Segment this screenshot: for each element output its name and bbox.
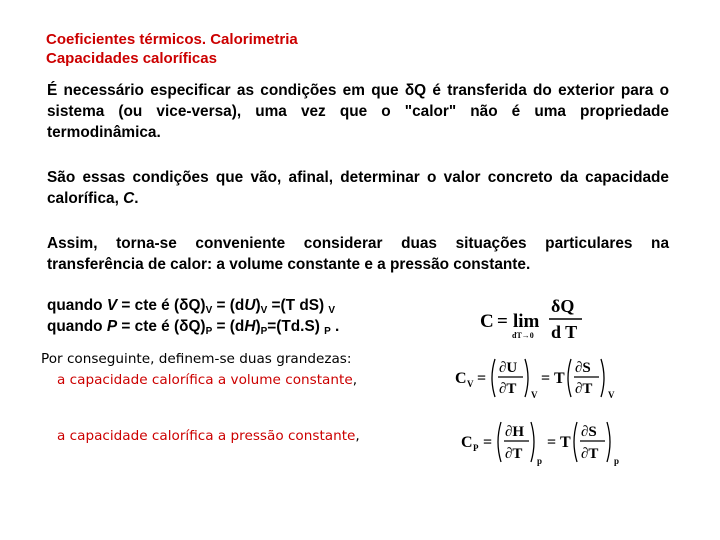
cv-den1: ∂T xyxy=(499,381,517,397)
cp-paren-left-1 xyxy=(498,422,501,462)
cv-num1: ∂U xyxy=(499,360,518,376)
cond-p-tail: . xyxy=(330,318,340,335)
cp-lhs-sub: P xyxy=(473,443,479,453)
item-cp-label xyxy=(57,428,360,444)
cp-comma: , xyxy=(355,428,360,444)
cond-v-eq2: = (d xyxy=(212,297,245,314)
cond-v-quando: quando xyxy=(47,297,107,314)
cond-v-sub2: V xyxy=(260,305,268,316)
paragraph-2-end: . xyxy=(134,190,139,207)
formula-heat-capacity-limit xyxy=(478,292,590,346)
paragraph-two-situations xyxy=(47,233,669,275)
cp-paren-left-2 xyxy=(574,422,577,462)
cp-den2: ∂T xyxy=(581,446,599,462)
cp-den1: ∂T xyxy=(505,446,523,462)
cond-p-sub2: P xyxy=(260,326,268,337)
cv-label-text: a capacidade calorífica a volume constante xyxy=(57,372,353,388)
cond-p-sub1: P xyxy=(205,326,213,337)
cond-v-var: V xyxy=(106,297,118,314)
condition-constant-pressure xyxy=(47,317,339,342)
cp-eq: = xyxy=(483,434,493,451)
cond-v-var2: U xyxy=(244,297,256,314)
cv-paren-right-1 xyxy=(525,359,528,397)
formula-main-limsub: dT→0 xyxy=(512,331,534,340)
paragraph-2-start: São essas condições que vão, afinal, determinar o valor concreto da capacidade calorífica, xyxy=(47,169,669,207)
cv-num2: ∂S xyxy=(575,360,591,376)
cv-sub2: V xyxy=(608,390,615,400)
slide-title xyxy=(46,30,298,68)
cp-num1: ∂H xyxy=(505,424,525,440)
cond-v-eq3: ) xyxy=(255,297,261,314)
cv-t: T xyxy=(554,370,565,387)
cv-comma: , xyxy=(352,372,358,388)
heat-capacity-symbol: C xyxy=(123,190,135,207)
paragraph-heat-capacity xyxy=(47,167,669,209)
formula-cv xyxy=(452,353,632,405)
cv-lhs: C xyxy=(455,370,467,387)
cond-p-quando: quando xyxy=(47,318,107,335)
formula-cp xyxy=(458,416,638,470)
definitions-intro: Por conseguinte, definem-se duas grandezas: xyxy=(41,351,352,367)
cp-paren-right-1 xyxy=(531,422,534,462)
cv-paren-left-2 xyxy=(568,359,571,397)
cond-p-sub3: P xyxy=(324,326,331,337)
cv-eq: = xyxy=(477,370,487,387)
cv-sub1: V xyxy=(531,390,538,400)
cond-v-sub1: V xyxy=(205,305,213,316)
cv-paren-right-2 xyxy=(601,359,604,397)
cond-v-sub3: V xyxy=(328,305,336,316)
formula-main-den: d T xyxy=(551,322,578,342)
cond-p-eq2: = (d xyxy=(212,318,245,335)
cond-p-eq4: =(Td.S) xyxy=(267,318,325,335)
cp-label-text: a capacidade calorífica a pressão constante xyxy=(57,428,356,444)
cp-paren-right-2 xyxy=(607,422,610,462)
cp-lhs: C xyxy=(461,434,473,451)
cond-v-eq4: =(T dS) xyxy=(267,297,329,314)
paragraph-3-text: Assim, torna-se conveniente considerar duas situações particulares na transferência de calor: a volume constante e a pressão constante. xyxy=(47,235,669,273)
paragraph-1-text: É necessário especificar as condições em que δQ é transferida do exterior para o sistema (ou vice-versa), uma vez que o "calor" não é uma propriedade termodinâmica. xyxy=(47,82,669,141)
cv-paren-left-1 xyxy=(492,359,495,397)
paragraph-heat-conditions xyxy=(47,80,669,143)
cond-p-var2: H xyxy=(244,318,256,335)
formula-main-lim: lim xyxy=(513,311,540,332)
formula-main-num: δQ xyxy=(551,296,575,316)
cp-t: T xyxy=(560,434,571,451)
cp-num2: ∂S xyxy=(581,424,597,440)
cp-sub1: p xyxy=(537,456,543,466)
formula-main-c: C xyxy=(480,311,494,332)
cv-eq2: = xyxy=(541,370,551,387)
cv-den2: ∂T xyxy=(575,381,593,397)
cond-v-eq1: = cte é (δQ) xyxy=(117,297,206,314)
cp-sub2: p xyxy=(614,456,620,466)
title-line-1: Coeficientes térmicos. Calorimetria xyxy=(46,31,298,48)
formula-main-eq: = xyxy=(497,311,508,332)
item-cv-label xyxy=(57,372,357,388)
cond-p-eq3: ) xyxy=(255,318,261,335)
cp-eq2: = xyxy=(547,434,557,451)
cond-p-var: P xyxy=(106,318,118,335)
cv-lhs-sub: V xyxy=(467,379,474,389)
title-line-2: Capacidades caloríficas xyxy=(46,50,217,67)
cond-p-eq1: = cte é (δQ) xyxy=(117,318,206,335)
